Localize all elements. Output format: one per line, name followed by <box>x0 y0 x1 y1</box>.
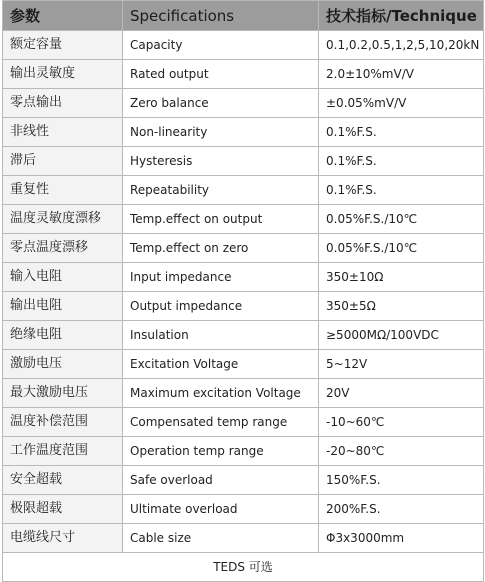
parameter-en-cell: Hysteresis <box>123 147 319 176</box>
parameter-en-cell: Zero balance <box>123 89 319 118</box>
parameter-cn-cell: 工作温度范围 <box>3 437 123 466</box>
parameter-en-cell: Excitation Voltage <box>123 350 319 379</box>
parameter-en-cell: Output impedance <box>123 292 319 321</box>
table-row <box>3 350 484 379</box>
table-row <box>3 118 484 147</box>
value-cell: 0.1%F.S. <box>319 176 484 205</box>
parameter-cn-cell: 激励电压 <box>3 350 123 379</box>
table-footer-row <box>3 553 484 582</box>
table-row <box>3 379 484 408</box>
value-cell: 0.1,0.2,0.5,1,2,5,10,20kN <box>319 31 484 60</box>
table-row <box>3 292 484 321</box>
parameter-cn-cell: 输出电阻 <box>3 292 123 321</box>
table-row <box>3 89 484 118</box>
specifications-table <box>2 0 484 582</box>
parameter-en-cell: Repeatability <box>123 176 319 205</box>
table-row <box>3 524 484 553</box>
table-row <box>3 437 484 466</box>
value-cell: ≥5000MΩ/100VDC <box>319 321 484 350</box>
parameter-cn-cell: 温度补偿范围 <box>3 408 123 437</box>
table-row <box>3 176 484 205</box>
value-cell: -10~60℃ <box>319 408 484 437</box>
parameter-cn-cell: 安全超载 <box>3 466 123 495</box>
table-row <box>3 263 484 292</box>
parameter-cn-cell: 极限超载 <box>3 495 123 524</box>
teds-note: TEDS 可选 <box>3 553 484 582</box>
parameter-cn-cell: 温度灵敏度漂移 <box>3 205 123 234</box>
table-header-row <box>3 1 484 31</box>
header-specifications: Specifications <box>123 1 319 31</box>
parameter-cn-cell: 零点温度漂移 <box>3 234 123 263</box>
parameter-en-cell: Cable size <box>123 524 319 553</box>
table-row <box>3 147 484 176</box>
parameter-cn-cell: 输入电阻 <box>3 263 123 292</box>
parameter-en-cell: Safe overload <box>123 466 319 495</box>
parameter-en-cell: Capacity <box>123 31 319 60</box>
parameter-cn-cell: 滞后 <box>3 147 123 176</box>
parameter-cn-cell: 最大激励电压 <box>3 379 123 408</box>
parameter-cn-cell: 额定容量 <box>3 31 123 60</box>
parameter-en-cell: Maximum excitation Voltage <box>123 379 319 408</box>
parameter-cn-cell: 电缆线尺寸 <box>3 524 123 553</box>
value-cell: 20V <box>319 379 484 408</box>
value-cell: Φ3x3000mm <box>319 524 484 553</box>
parameter-en-cell: Input impedance <box>123 263 319 292</box>
header-technique: 技术指标/Technique <box>319 1 484 31</box>
table-row <box>3 31 484 60</box>
header-parameter: 参数 <box>3 1 123 31</box>
parameter-en-cell: Temp.effect on zero <box>123 234 319 263</box>
value-cell: 2.0±10%mV/V <box>319 60 484 89</box>
parameter-cn-cell: 重复性 <box>3 176 123 205</box>
parameter-cn-cell: 输出灵敏度 <box>3 60 123 89</box>
value-cell: 0.1%F.S. <box>319 118 484 147</box>
table-row <box>3 495 484 524</box>
parameter-en-cell: Operation temp range <box>123 437 319 466</box>
parameter-en-cell: Temp.effect on output <box>123 205 319 234</box>
parameter-en-cell: Insulation <box>123 321 319 350</box>
table-row <box>3 205 484 234</box>
parameter-en-cell: Ultimate overload <box>123 495 319 524</box>
value-cell: ±0.05%mV/V <box>319 89 484 118</box>
value-cell: 0.05%F.S./10℃ <box>319 205 484 234</box>
value-cell: 5~12V <box>319 350 484 379</box>
value-cell: -20~80℃ <box>319 437 484 466</box>
value-cell: 350±10Ω <box>319 263 484 292</box>
table-row <box>3 466 484 495</box>
parameter-en-cell: Compensated temp range <box>123 408 319 437</box>
parameter-cn-cell: 绝缘电阻 <box>3 321 123 350</box>
table-body <box>3 31 484 553</box>
parameter-cn-cell: 非线性 <box>3 118 123 147</box>
parameter-cn-cell: 零点输出 <box>3 89 123 118</box>
value-cell: 0.1%F.S. <box>319 147 484 176</box>
table-row <box>3 321 484 350</box>
value-cell: 150%F.S. <box>319 466 484 495</box>
table-row <box>3 60 484 89</box>
parameter-en-cell: Rated output <box>123 60 319 89</box>
value-cell: 0.05%F.S./10℃ <box>319 234 484 263</box>
value-cell: 350±5Ω <box>319 292 484 321</box>
value-cell: 200%F.S. <box>319 495 484 524</box>
parameter-en-cell: Non-linearity <box>123 118 319 147</box>
table-row <box>3 408 484 437</box>
table-row <box>3 234 484 263</box>
